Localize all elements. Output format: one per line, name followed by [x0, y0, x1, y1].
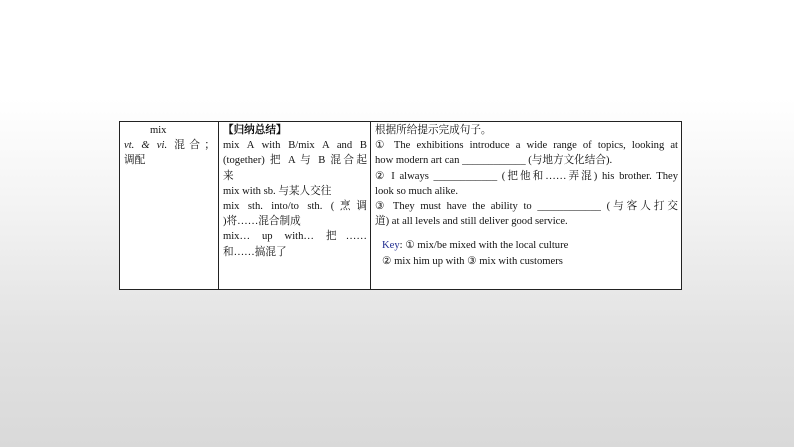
answer-line: ② mix him up with ③ mix with customers [382, 255, 563, 267]
usage-line: mix sth. into/to sth. (烹调 [223, 201, 367, 213]
usage-line: mix… up with… 把…… [223, 231, 367, 243]
answer-key [375, 238, 678, 268]
key-label: Key [382, 240, 400, 252]
exercise-cell [371, 122, 682, 290]
summary-header: 【归纳总结】 [223, 125, 287, 136]
usage-line: 来 [223, 170, 234, 182]
part-of-speech: vt. & vi. [124, 140, 168, 152]
exercise-line: ② I always ____________ (把他和……弄混) his brother. They [375, 170, 678, 182]
table-row [120, 122, 682, 290]
definition-line-2: 调配 [124, 155, 146, 167]
usage-line: mix with sb. 与某人交往 [223, 185, 332, 197]
usage-line: )将……混合制成 [223, 216, 301, 228]
headword: mix [150, 125, 167, 136]
word-cell [120, 122, 219, 290]
exercise-line: ③ They must have the ability to ____________ (与客人打交 [375, 201, 678, 213]
answer-line [382, 238, 678, 253]
usage-line: mix A with B/mix A and B [223, 140, 367, 152]
usage-line: 和……搞混了 [223, 246, 287, 258]
definition-line [124, 138, 215, 153]
summary-cell [219, 122, 371, 290]
vocabulary-table [119, 121, 682, 290]
usage-line: (together) 把 A 与 B 混合起 [223, 155, 367, 167]
definition-meaning: 混合； [174, 140, 216, 152]
exercise-line: how modern art can ____________ (与地方文化结合). [375, 155, 613, 167]
exercise-instruction: 根据所给提示完成句子。 [375, 125, 492, 136]
answer-text: : ① mix/be mixed with the local culture [399, 240, 569, 252]
exercise-line: ① The exhibitions introduce a wide range of topics, looking at [375, 140, 678, 152]
exercise-line: 道) at all levels and still deliver good service. [375, 216, 568, 228]
exercise-line: look so much alike. [375, 185, 458, 197]
